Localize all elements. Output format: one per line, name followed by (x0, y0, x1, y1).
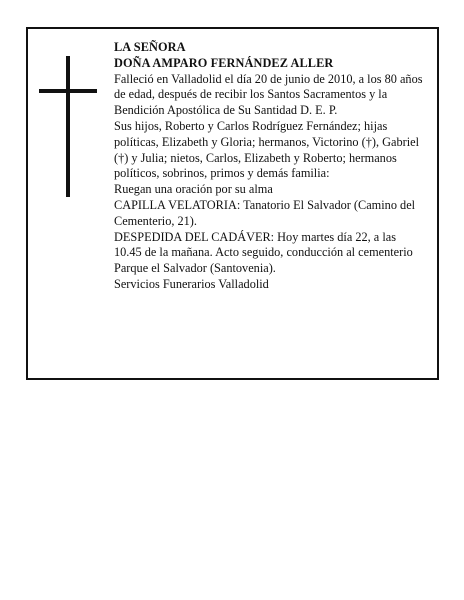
cross-vertical-bar (66, 56, 70, 197)
obituary-notice (26, 27, 439, 380)
farewell-info: DESPEDIDA DEL CADÁVER: Hoy martes día 22, a las 10.45 de la mañana. Acto seguido, conducción al cementerio Parque el Salvador (Santovenia). (114, 229, 413, 276)
deceased-name: DOÑA AMPARO FERNÁNDEZ ALLER (114, 55, 334, 70)
cross-horizontal-bar (39, 89, 97, 93)
obituary-text (114, 40, 426, 293)
latin-cross-icon (39, 56, 97, 197)
family-list: Sus hijos, Roberto y Carlos Rodríguez Fernández; hijas políticas, Elizabeth y Gloria; hermanos, Victorino (†), Gabriel (†) y Julia; nietos, Carlos, Elizabeth y Roberto; hermanos políticos, sobrinos, primos y demás familia: (114, 118, 420, 181)
funeral-service-provider: Servicios Funerarios Valladolid (114, 276, 269, 291)
chapel-info: CAPILLA VELATORIA: Tanatorio El Salvador (Camino del Cementerio, 21). (114, 197, 416, 228)
title-line-1: LA SEÑORA (114, 40, 186, 54)
death-details: Falleció en Valladolid el día 20 de junio de 2010, a los 80 años de edad, después de recibir los Santos Sacramentos y la Bendición Apostólica de Su Santidad D. E. P. (114, 71, 423, 118)
prayer-request: Ruegan una oración por su alma (114, 182, 273, 197)
